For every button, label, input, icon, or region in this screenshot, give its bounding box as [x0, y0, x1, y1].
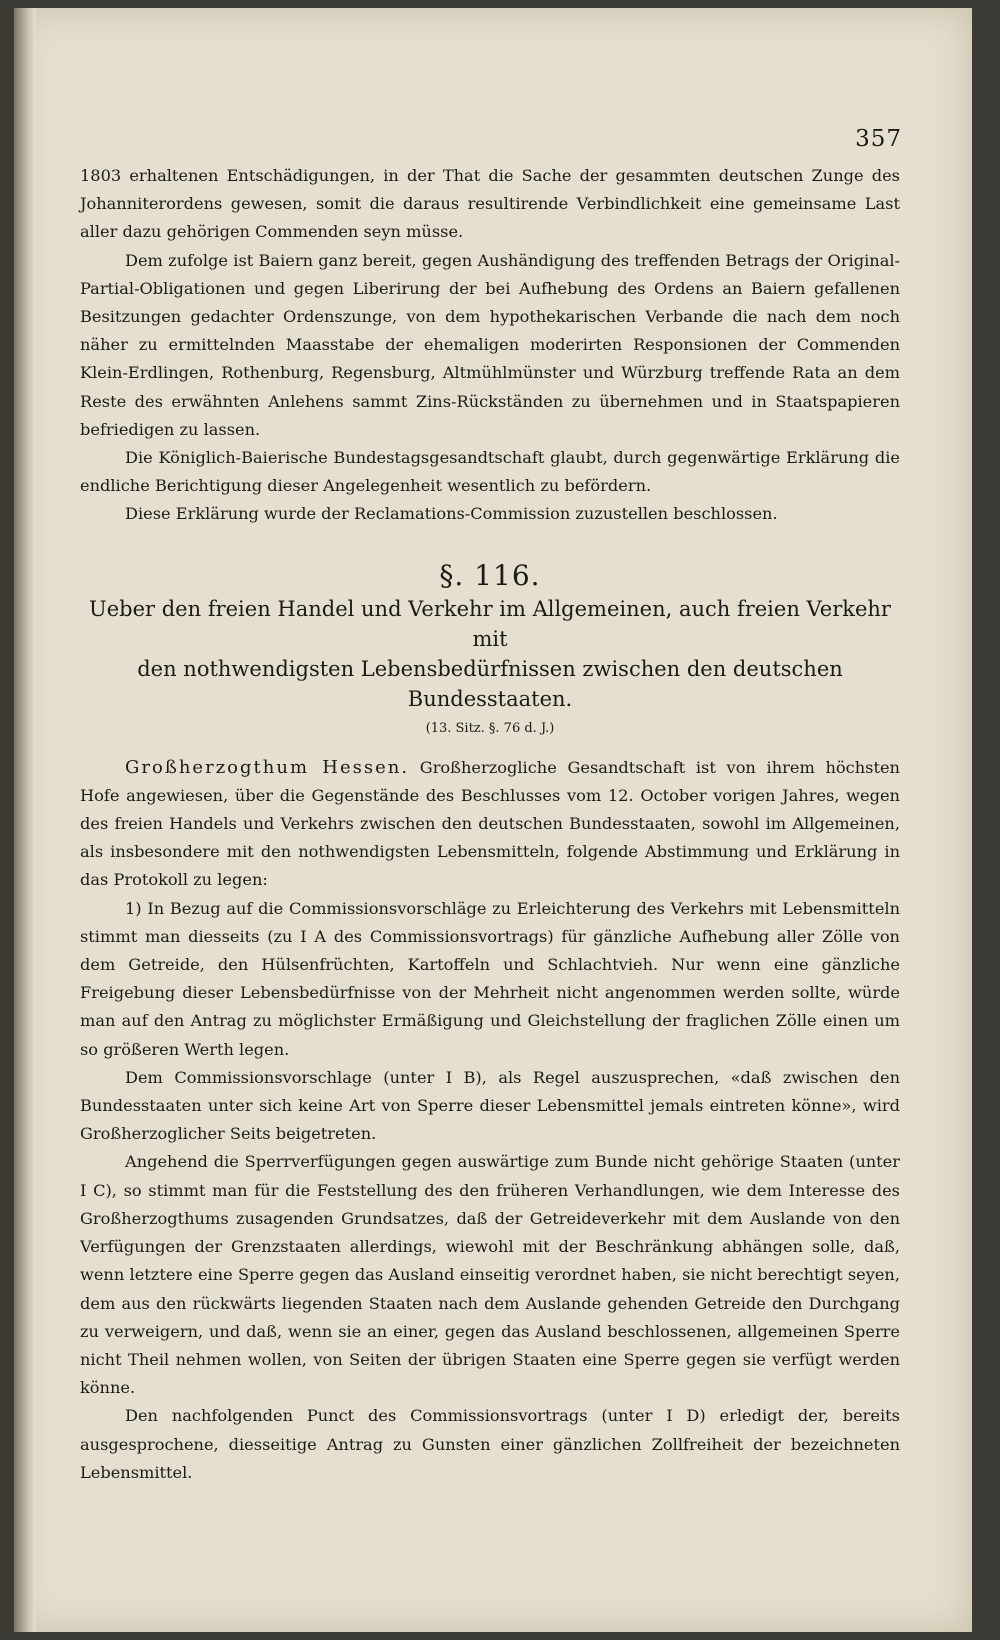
book-spine-shadow: [14, 8, 36, 1632]
page-content: [80, 162, 900, 1487]
paragraph-proposal-ib: Dem Commissionsvorschlage (unter I B), als Regel auszusprechen, «daß zwischen den Bundesstaaten unter sich keine Art von Sperre dieser Lebensmittel jemals eintreten könne», wird Großherzoglicher Seits beigetreten.: [80, 1067, 900, 1144]
section-reference: (13. Sitz. §. 76 d. J.): [425, 720, 555, 736]
document-page: [14, 8, 972, 1632]
paragraph-resolution: Diese Erklärung wurde der Reclamations-Commission zuzustellen beschlossen.: [125, 504, 778, 524]
paragraph-continued: 1803 erhaltenen Entschädigungen, in der That die Sache der gesammten deutschen Zunge des Johanniterordens gewesen, somit die daraus resultirende Verbindlichkeit eine gemeinsame Last aller dazu gehörigen Commenden seyn müsse.: [80, 166, 900, 242]
intro-text: Großherzogliche Gesandtschaft ist von ihrem höchsten Hofe angewiesen, über die Gegenstände des Beschlusses vom 12. October vorigen Jahres, wegen des freien Handels und Verkehrs zwischen den deutschen Bundesstaaten, sowohl im Allgemeinen, als insbesondere mit den nothwendigsten Lebensmitteln, folgende Abstimmung und Erklärung in das Protokoll zu legen:: [80, 757, 900, 890]
section-heading: §. 116.: [439, 558, 541, 592]
state-name: Großherzogthum Hessen.: [125, 756, 410, 778]
section-title-line1: Ueber den freien Handel und Verkehr im Allgemeinen, auch freien Verkehr mit: [89, 596, 891, 651]
paragraph-proposal-ic: Angehend die Sperrverfügungen gegen auswärtige zum Bunde nicht gehörige Staaten (unter I C), so stimmt man für die Feststellung des den früheren Verhandlungen, wie dem Interesse des Großherzogthums zusagenden Grundsatzes, daß der Getreideverkehr mit dem Auslande von den Verfügungen der Grenzstaaten allerdings, wiewohl mit der Beschränkung abhängen solle, daß, wenn letztere eine Sperre gegen das Ausland einseitig verordnet haben, sie nicht berechtigt seyen, dem aus den rückwärts liegenden Staaten nach dem Auslande gehenden Getreide den Durchgang zu verweigern, und daß, wenn sie an einer, gegen das Ausland beschlossenen, allgemeinen Sperre nicht Theil nehmen wollen, von Seiten der übrigen Staaten eine Sperre gegen sie verfügt werden könne.: [80, 1152, 900, 1398]
paragraph-point-1: 1) In Bezug auf die Commissionsvorschläge zu Erleichterung des Verkehrs mit Lebensmitteln stimmt man diesseits (zu I A des Commissionsvortrags) für gänzliche Aufhebung aller Zölle von dem Getreide, den Hülsenfrüchten, Kartoffeln und Schlachtvieh. Nur wenn eine gänzliche Freigebung dieser Lebensbedürfnisse von der Mehrheit nicht angenommen werden sollte, würde man auf den Antrag zu möglichster Ermäßigung und Gleichstellung der fraglichen Zölle einen um so größeren Werth legen.: [80, 898, 900, 1059]
paragraph-bavaria-offer: Dem zufolge ist Baiern ganz bereit, gegen Aushändigung des treffenden Betrags der Original-Partial-Obligationen und gegen Liberirung der bei Aufhebung des Ordens an Baiern gefallenen Besitzungen gedachter Ordenszunge, von dem hypothekarischen Verbande die nach dem noch näher zu ermittelnden Maasstabe der ehemaligen moderirten Responsionen der Commenden Klein-Erdlingen, Rothenburg, Regensburg, Altmühlmünster und Würzburg treffende Rata an dem Reste des erwähnten Anlehens sammt Zins-Rückständen zu übernehmen und in Staatspapieren befriedigen zu lassen.: [80, 250, 900, 439]
paragraph-bavarian-legation: Die Königlich-Baierische Bundestagsgesandtschaft glaubt, durch gegenwärtige Erklärung die endliche Berichtigung dieser Angelegenheit wesentlich zu befördern.: [80, 448, 900, 496]
section-title-line2: den nothwendigsten Lebensbedürfnissen zwischen den deutschen Bundesstaaten.: [137, 656, 843, 711]
page-number: 357: [855, 126, 902, 152]
paragraph-hessen-intro: [80, 754, 900, 895]
paragraph-proposal-id: Den nachfolgenden Punct des Commissionsvortrags (unter I D) erledigt der, bereits ausgesprochene, diesseitige Antrag zu Gunsten einer gänzlichen Zollfreiheit der bezeichneten Lebensmittel.: [80, 1406, 900, 1482]
